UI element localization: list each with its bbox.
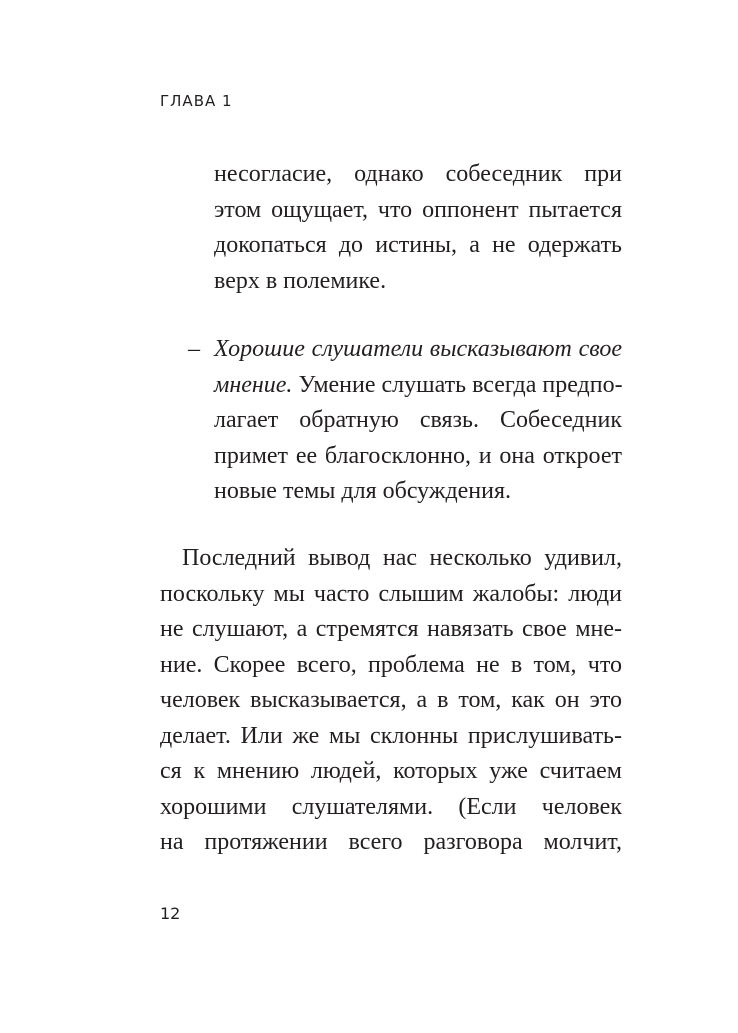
quote-block-1 [214, 157, 622, 299]
body-paragraph [160, 541, 622, 861]
text-line: Последний вывод нас несколько удивил, [182, 545, 622, 571]
text-line: не слушают, а стремятся навязать свое мне- [160, 616, 622, 642]
text-line: человек высказывается, а в том, как он это [160, 687, 622, 713]
text-line: на протяжении всего разговора молчит, [160, 829, 622, 855]
chapter-header: ГЛАВА 1 [160, 92, 233, 110]
text-line: ся к мнению людей, которых уже считаем [160, 758, 622, 784]
text-line [214, 368, 622, 404]
text-line: несогласие, однако собеседник при [214, 161, 622, 187]
text-span: Умение слушать всегда предпо- [292, 371, 623, 398]
text-line: делает. Или же мы склонны прислушивать- [160, 722, 622, 749]
quote-block-2 [214, 332, 622, 510]
text-line: ние. Скорее всего, проблема не в том, что [160, 651, 622, 678]
text-line: поскольку мы часто слышим жалобы: люди [160, 580, 622, 607]
page-number: 12 [160, 904, 181, 923]
text-line [214, 332, 622, 368]
text-line: хорошими слушателями. (Если человек [160, 793, 622, 820]
text-line: этом ощущает, что оппонент пытается [214, 196, 622, 223]
text-line: новые темы для обсуждения. [214, 478, 512, 504]
list-dash: – [188, 336, 200, 362]
italic-lead-end: мнение. [214, 371, 293, 398]
text-line: докопаться до истины, а не одержать [214, 232, 622, 258]
text-line: примет ее благосклонно, и она откроет [214, 442, 622, 469]
text-line: верх в полемике. [214, 267, 387, 294]
text-line: лагает обратную связь. Собеседник [214, 407, 622, 433]
italic-lead: Хорошие слушатели высказывают свое [214, 336, 622, 362]
